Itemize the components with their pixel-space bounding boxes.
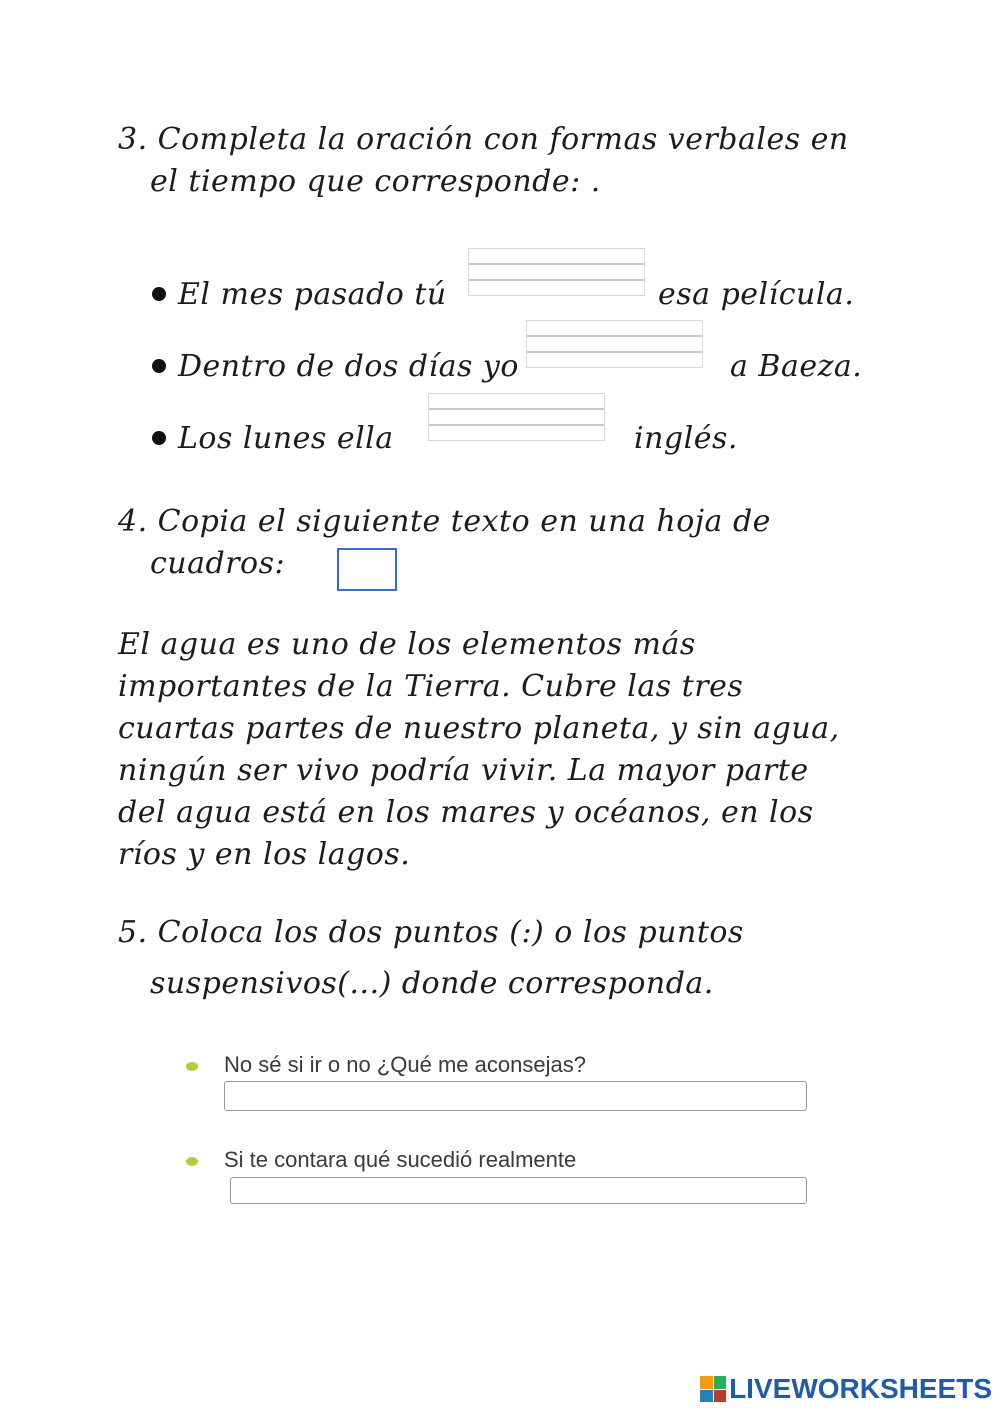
bullet-icon: [152, 431, 166, 445]
section3-title-line2: el tiempo que corresponde: .: [150, 164, 601, 199]
item1-before: El mes pasado tú: [178, 277, 447, 312]
bullet-icon: [186, 1062, 198, 1071]
answer-square-box[interactable]: [337, 548, 397, 591]
logo-text: LIVEWORKSHEETS: [729, 1373, 992, 1404]
question-1-input[interactable]: [224, 1081, 807, 1111]
answer-box-2[interactable]: [526, 320, 703, 368]
item3-before: Los lunes ella: [178, 421, 394, 456]
section5-title-line2: suspensivos(...) donde corresponda.: [150, 966, 714, 1001]
answer-box-3[interactable]: [428, 393, 605, 441]
question-2-input[interactable]: [230, 1177, 807, 1204]
paragraph-line: del agua está en los mares y océanos, en los: [118, 795, 814, 830]
bullet-icon: [186, 1157, 198, 1166]
paragraph-line: ríos y en los lagos.: [118, 837, 411, 872]
item1-after: esa película.: [658, 277, 855, 312]
bullet-icon: [152, 287, 166, 301]
bullet-icon: [152, 359, 166, 373]
question-1-text: No sé si ir o no ¿Qué me aconsejas?: [224, 1052, 586, 1077]
paragraph-line: importantes de la Tierra. Cubre las tres: [118, 669, 744, 704]
liveworksheets-logo: [700, 1373, 992, 1405]
section3-title-line1: 3. Completa la oración con formas verbales en: [118, 122, 849, 157]
item2-after: a Baeza.: [730, 349, 863, 384]
section5-title-line1: 5. Coloca los dos puntos (:) o los puntos: [118, 915, 744, 950]
item2-before: Dentro de dos días yo: [178, 349, 519, 384]
answer-box-1[interactable]: [468, 248, 645, 296]
paragraph-line: ningún ser vivo podría vivir. La mayor parte: [118, 753, 809, 788]
liveworksheets-logo-icon: [700, 1376, 726, 1402]
paragraph-line: El agua es uno de los elementos más: [118, 627, 696, 662]
paragraph-line: cuartas partes de nuestro planeta, y sin agua,: [118, 711, 840, 746]
item3-after: inglés.: [634, 421, 738, 456]
question-2-text: Si te contara qué sucedió realmente: [224, 1147, 577, 1172]
section4-title-line1: 4. Copia el siguiente texto en una hoja de: [118, 504, 771, 539]
section4-title-line2: cuadros:: [150, 546, 286, 581]
